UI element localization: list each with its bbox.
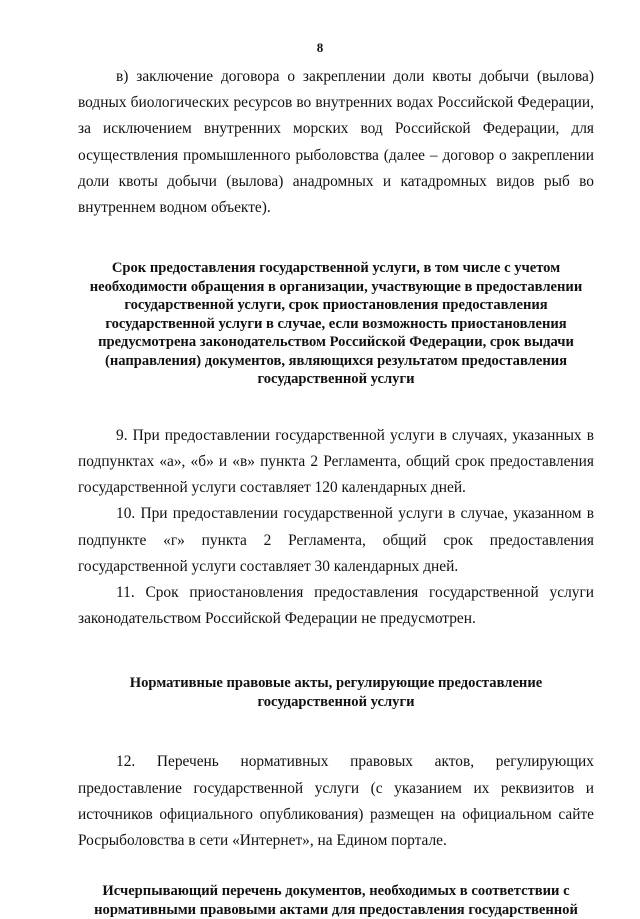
paragraph-12: 12. Перечень нормативных правовых актов, регулирующих предоставление государственной услуги (с указанием их реквизитов и источников официального опубликования) размещен на официальном сайте Росрыболовства в сети «Интернет», на Едином портале. (78, 753, 594, 849)
paragraph-9: 9. При предоставлении государственной услуги в случаях, указанных в подпунктах «а», «б» и «в» пункта 2 Регламента, общий срок предоставления государственной услуги составляет 120 календарных дней. (78, 426, 594, 497)
section-heading-service-term: Срок предоставления государственной услуги, в том числе с учетом необходимости обращения в организации, участвующие в предоставлении государственной услуги, срок приостановления предоставления государственной услуги в случае, если возможность приостановления предусмотрена законодательством Российской Федерации, срок выдачи (направления) документов, являющихся результатом предоставления государственной услуги (89, 260, 583, 388)
page-number: 8 (316, 40, 324, 55)
paragraph-10: 10. При предоставлении государственной услуги в случае, указанном в подпункте «г» пункта 2 Регламента, общий срок предоставления государственной услуги составляет 30 календарных дней. (78, 505, 594, 575)
paragraph-11: 11. Срок приостановления предоставления государственной услуги законодательством Российской Федерации не предусмотрен. (78, 583, 594, 628)
section-heading-documents-list: Исчерпывающий перечень документов, необходимых в соответствии с нормативными правовыми актами для предоставления государственной (94, 883, 578, 918)
page-content (78, 64, 594, 919)
paragraph-v: в) заключение договора о закреплении доли квоты добычи (вылова) водных биологических ресурсов во внутренних водах Российской Федерации, за исключением внутренних морских вод Российской Федерации, для осуществления промышленного рыболовства (далее – договор о закреплении доли квоты добычи (вылова) анадромных и катадромных видов рыб во внутреннем водном объекте). (78, 68, 594, 217)
section-heading-legal-acts: Нормативные правовые акты, регулирующие предоставление государственной услуги (129, 675, 543, 710)
